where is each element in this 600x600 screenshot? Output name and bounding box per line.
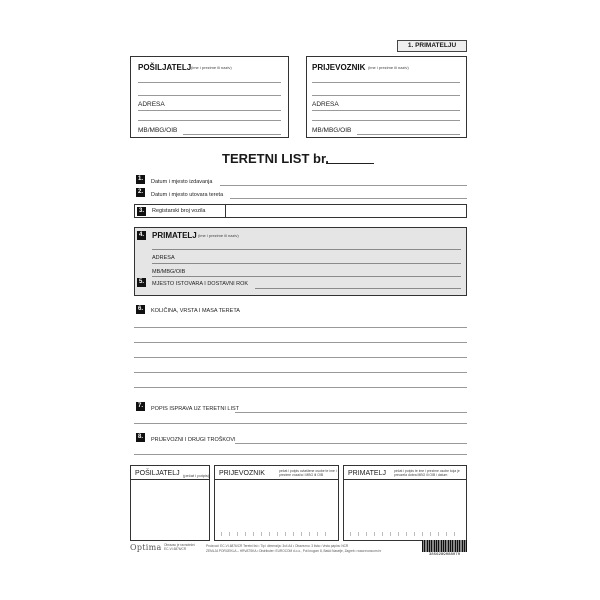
carrier-name-line-2[interactable] [312, 95, 460, 96]
item-6-number: 6. [137, 306, 143, 312]
document-number-line[interactable] [326, 163, 374, 164]
sender-name-line-1[interactable] [138, 82, 281, 83]
item-7-number: 7. [137, 403, 143, 409]
item-2-line[interactable] [230, 198, 467, 199]
item-6-line-5[interactable] [134, 387, 467, 388]
item-1-number: 1. [137, 176, 143, 182]
signature-carrier-box[interactable] [214, 465, 339, 541]
receiver-address-line[interactable] [152, 263, 461, 264]
signature-sender-box[interactable] [130, 465, 210, 541]
sender-name-line-2[interactable] [138, 95, 281, 96]
item-6-label: KOLIČINA, VRSTA I MASA TERETA [151, 308, 240, 314]
signature-receiver-title: PRIMATELJ [348, 470, 386, 477]
carrier-id-label: MB/MBG/OIB [312, 127, 352, 134]
item-8-label: PRIJEVOZNI I DRUGI TROŠKOVI [151, 437, 236, 443]
item-7-line-2[interactable] [134, 423, 467, 424]
item-6-line-1[interactable] [134, 327, 467, 328]
receiver-title: PRIMATELJ [152, 231, 197, 240]
carrier-id-line[interactable] [357, 134, 460, 135]
sender-note: (ime i prezime ili naziv) [191, 65, 232, 70]
sender-address-line-2[interactable] [138, 120, 281, 121]
item-2-number: 2. [137, 189, 143, 195]
item-8-line-1[interactable] [235, 443, 467, 444]
signature-receiver-box[interactable] [343, 465, 467, 541]
item-8-line-2[interactable] [134, 454, 467, 455]
signature-sender-note: (pečat i potpis) [183, 473, 210, 478]
item-6-line-2[interactable] [134, 342, 467, 343]
signature-receiver-divider [344, 479, 466, 480]
item-7-label: POPIS ISPRAVA UZ TERETNI LIST [151, 406, 240, 412]
carrier-title: PRIJEVOZNIK [312, 63, 366, 72]
receiver-note: (ime i prezime ili naziv) [198, 233, 239, 238]
carrier-address-line-2[interactable] [312, 120, 460, 121]
document-title [222, 150, 329, 168]
item-5-line[interactable] [255, 288, 461, 289]
waybill-form [120, 34, 476, 568]
item-3-number: 3. [138, 208, 144, 214]
barcode-number: 3856289088070 [428, 553, 461, 557]
sender-address-line[interactable] [138, 110, 281, 111]
item-3-box [134, 204, 467, 218]
item-6-line-3[interactable] [134, 357, 467, 358]
carrier-address-line[interactable] [312, 110, 460, 111]
receiver-name-line[interactable] [152, 249, 461, 250]
receiver-box [134, 227, 467, 296]
item-8-number: 8. [137, 434, 143, 440]
item-3-label: Registarski broj vozila [152, 208, 206, 214]
brand-logo: Optima [130, 543, 162, 552]
barcode [422, 540, 467, 552]
receiver-id-label: MB/MBG/OIB [152, 269, 186, 275]
copy-label [397, 40, 467, 52]
item-3-input[interactable] [225, 204, 467, 218]
copy-label-text: 1. PRIMATELJU [407, 42, 457, 49]
signature-receiver-ticks [350, 532, 461, 536]
signature-receiver-note: pečat i potpis te ime i prezime osobe koja je preuzela dobra MBG ili OIB i datum [394, 469, 460, 477]
signature-carrier-divider [215, 479, 338, 480]
sender-box [130, 56, 289, 138]
document-title-text: TERETNI LIST br. [222, 151, 329, 166]
carrier-name-line-1[interactable] [312, 82, 460, 83]
signature-carrier-title: PRIJEVOZNIK [219, 470, 265, 477]
item-1-label: Datum i mjesto izdavanja [151, 179, 213, 185]
sender-address-label: ADRESA [138, 101, 165, 108]
signature-sender-divider [131, 479, 209, 480]
footer-info-line-1: Proizvod: EC-VI-6876/CR Teretni list • Tip i dimenzija: 3x4 A4 • Obavezno: 3 lista • Vrsta papira: NCR [206, 544, 349, 548]
receiver-id-line[interactable] [152, 276, 461, 277]
item-5-label: MJESTO ISTOVARA I DOSTAVNI ROK [152, 281, 249, 287]
sender-id-line[interactable] [183, 134, 281, 135]
receiver-address-label: ADRESA [152, 255, 175, 261]
carrier-address-label: ADRESA [312, 101, 339, 108]
carrier-box [306, 56, 467, 138]
item-2-label: Datum i mjesto utovara tereta [151, 192, 224, 198]
signature-carrier-note: pečat i potpis ovlaštene osobe te ime i prezime vozača i MBG ili OIB [279, 469, 337, 477]
carrier-note: (ime i prezime ili naziv) [368, 65, 409, 70]
item-6-line-4[interactable] [134, 372, 467, 373]
brand-note: Obrazac je ravnotežni EC-VI-6876/CR [164, 543, 196, 551]
signature-sender-title: POŠILJATELJ [135, 470, 180, 477]
sender-title: POŠILJATELJ [138, 63, 192, 72]
item-1-line[interactable] [220, 185, 467, 186]
item-7-line-1[interactable] [235, 412, 467, 413]
sender-id-label: MB/MBG/OIB [138, 127, 178, 134]
signature-carrier-ticks [221, 532, 333, 536]
footer-info-line-2: ZEMLJA PORIJEKLA – HRVATSKA • Distributer: EUROCOM d.o.o., Put krugom 8, Bašći Naselje, Zagreb • www.eurocom.hr [206, 549, 382, 553]
item-4-number: 4. [138, 232, 144, 238]
item-5-number: 5. [138, 279, 144, 285]
